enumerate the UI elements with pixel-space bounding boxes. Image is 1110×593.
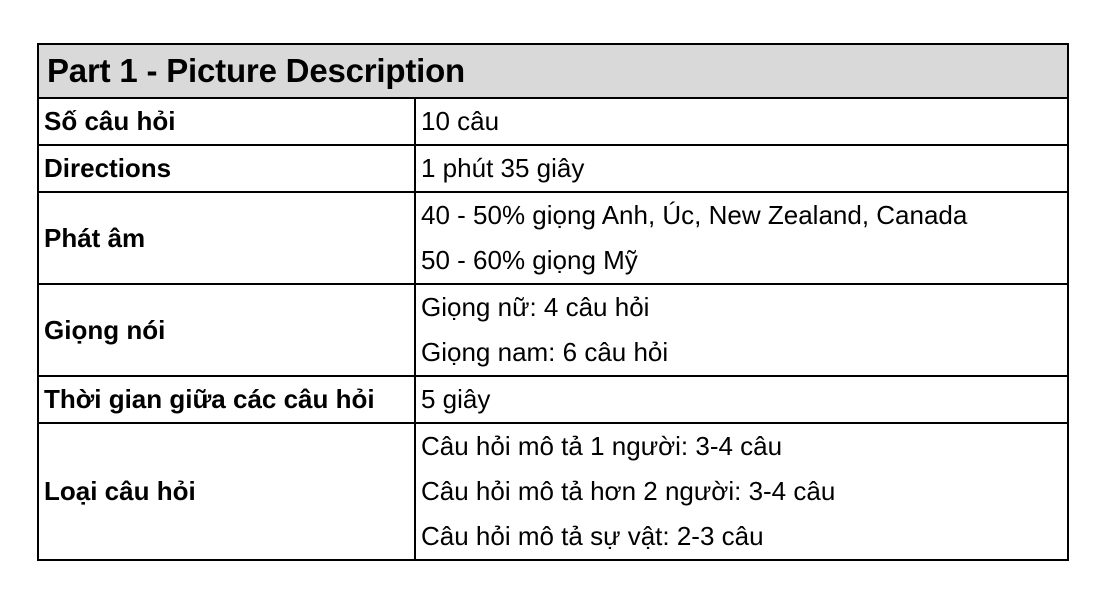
- value-line: 5 giây: [421, 384, 491, 414]
- value-line: Câu hỏi mô tả sự vật: 2-3 câu: [421, 521, 764, 551]
- value-line: 50 - 60% giọng Mỹ: [421, 245, 638, 275]
- value-line: Giọng nam: 6 câu hỏi: [421, 337, 669, 367]
- row-label: Giọng nói: [39, 284, 415, 376]
- row-label: Số câu hỏi: [39, 99, 415, 145]
- row-value: [415, 145, 1067, 192]
- table-row: [39, 145, 1067, 192]
- table-row: [39, 376, 1067, 423]
- row-value: [415, 423, 1067, 559]
- table-title: Part 1 - Picture Description: [39, 45, 1067, 99]
- row-value: [415, 376, 1067, 423]
- row-value: [415, 192, 1067, 284]
- value-line: Câu hỏi mô tả 1 người: 3-4 câu: [421, 431, 783, 461]
- value-line: Câu hỏi mô tả hơn 2 người: 3-4 câu: [421, 476, 836, 506]
- table-row: [39, 423, 1067, 559]
- row-label: Directions: [39, 145, 415, 192]
- table-row: [39, 192, 1067, 284]
- info-table-body: [39, 99, 1067, 559]
- table-row: [39, 99, 1067, 145]
- row-value: [415, 284, 1067, 376]
- value-line: 1 phút 35 giây: [421, 153, 585, 183]
- info-table: [37, 43, 1069, 561]
- row-label: Thời gian giữa các câu hỏi: [39, 376, 415, 423]
- row-label: Phát âm: [39, 192, 415, 284]
- value-line: Giọng nữ: 4 câu hỏi: [421, 292, 650, 322]
- row-label: Loại câu hỏi: [39, 423, 415, 559]
- table-row: [39, 284, 1067, 376]
- value-line: 40 - 50% giọng Anh, Úc, New Zealand, Canada: [421, 200, 968, 230]
- value-line: 10 câu: [421, 106, 500, 136]
- row-value: [415, 99, 1067, 145]
